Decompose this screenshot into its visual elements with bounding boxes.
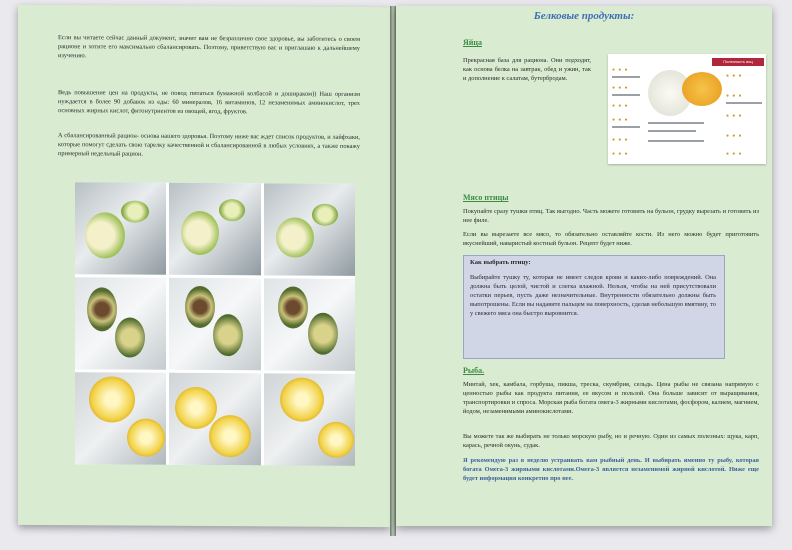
how-to-choose-poultry-box xyxy=(463,255,725,359)
lemon-photo xyxy=(75,372,166,465)
fruit-photo-collage xyxy=(75,182,355,466)
eggs-infographic-label: Полезность яиц xyxy=(712,58,764,66)
rating-dots: ● ● ● xyxy=(612,86,629,91)
left-page xyxy=(18,5,390,527)
rating-dots: ● ● ● xyxy=(726,114,743,119)
poultry-paragraph-1: Покупайте сразу тушки птиц. Так выгодно. Часть можете готовить на бульон, грудку вырезать и готовить из нее филе. xyxy=(463,208,759,224)
poultry-title: Мясо птицы xyxy=(463,193,509,202)
apple-photo xyxy=(75,182,166,275)
rating-dots: ● ● ● xyxy=(612,68,629,73)
nutrition-paragraph: Ведь повышение цен на продукты, не повод питаться бумажной колбасой и дошираком)) Наш организм нуждается в более 90 добавок из еды: 60 минералов, 16 витаминов, 12 незаменимых аминокислот, трех основных жирных кислот, фитонутриентов из овощей, ягод, фруктов. xyxy=(58,89,360,116)
protein-heading: Белковые продукты: xyxy=(533,10,635,22)
callout-title: Как выбрать птицу: xyxy=(470,259,531,266)
eggs-infographic xyxy=(608,54,766,164)
apple-photo xyxy=(264,183,355,276)
egg-yolk-image xyxy=(682,72,722,106)
right-page xyxy=(396,6,772,526)
rating-dots: ● ● ● xyxy=(612,118,629,123)
avocado-photo xyxy=(75,277,166,370)
avocado-photo xyxy=(169,278,260,371)
lemon-photo xyxy=(169,373,260,466)
lemon-photo xyxy=(264,373,355,466)
rating-dots: ● ● ● xyxy=(612,152,629,157)
rating-dots: ● ● ● xyxy=(726,94,743,99)
balanced-diet-paragraph: А сбалансированный рацион- основа нашего здоровья. Поэтому ниже вас ждет список продуктов, и лайфхаки, которые помогут сделать свою тарелку качественной и сбалансированной в любых условиях, а также покажу примерный недельный рацион. xyxy=(58,132,360,158)
rating-dots: ● ● ● xyxy=(612,138,629,143)
eggs-title: Яйца xyxy=(463,38,482,47)
callout-text: Выбирайте тушку ту, которая не имеет следов крови и каких-либо повреждений. Она должна быть целой, чистой и слегка влажной. Нельзя, чтобы на ней присутствовали остатки перьев, пусть даже незначительные. Внутренности обязательно должны быть выпотрошены. Если вы надавите пальцем на поверхность, сделав небольшую вмятину, то у свежего мяса она быстро выровнится. xyxy=(470,274,716,317)
fish-title: Рыба. xyxy=(463,366,485,375)
apple-photo xyxy=(169,183,260,276)
fish-paragraph-1: Минтай, хек, камбала, горбуша, пикша, треска, скумбрия, сельдь. Цена рыбы не связана напрямую с ценностью рыбы как продукта питания, ее вкусом и пользой. Она больше зависит от выращивания, транспортировки и спроса. Морская рыба богата омега-3 жирными кислотами, фосфором, калием, магнием, йодом, незаменимыми аминокислотами. xyxy=(463,381,759,415)
avocado-photo xyxy=(264,278,355,371)
rating-dots: ● ● ● xyxy=(726,74,743,79)
eggs-text: Прекрасная база для рациона. Они подходят, как основа белка на завтрак, обед и ужин, так и дополнение к салатам, бутербродам. xyxy=(463,57,591,82)
poultry-paragraph-2: Если вы вырезаете все мясо, то обязательно оставляйте кости. Из него можно будет приготовить вкуснейший, наваристый костный бульон. Рецепт будет ниже. xyxy=(463,231,759,247)
rating-dots: ● ● ● xyxy=(726,134,743,139)
rating-dots: ● ● ● xyxy=(612,104,629,109)
fish-recommendation: Я рекомендую раз в неделю устраивать вам рыбный день. И выбирать именно ту рыбу, которая богата Омега-3 жирными кислотами.Омега-3 является незаменимой жирной кислотой. Ниже еще будет информация конкретно про нее. xyxy=(463,457,759,482)
intro-paragraph: Если вы читаете сейчас данный документ, значит вам не безразлично свое здоровье, вы заботитесь о своем рационе и хотите его максимально сбалансировать. Поэтому, приветствую вас и приглашаю к дальнейшему изучению. xyxy=(58,34,360,60)
book-spread xyxy=(18,6,774,534)
fish-paragraph-2: Вы можете так же выбирать не только морскую рыбу, но и речную. Один из самых полезных: щука, карп, карась, речной окунь, судак. xyxy=(463,433,759,449)
rating-dots: ● ● ● xyxy=(726,152,743,157)
